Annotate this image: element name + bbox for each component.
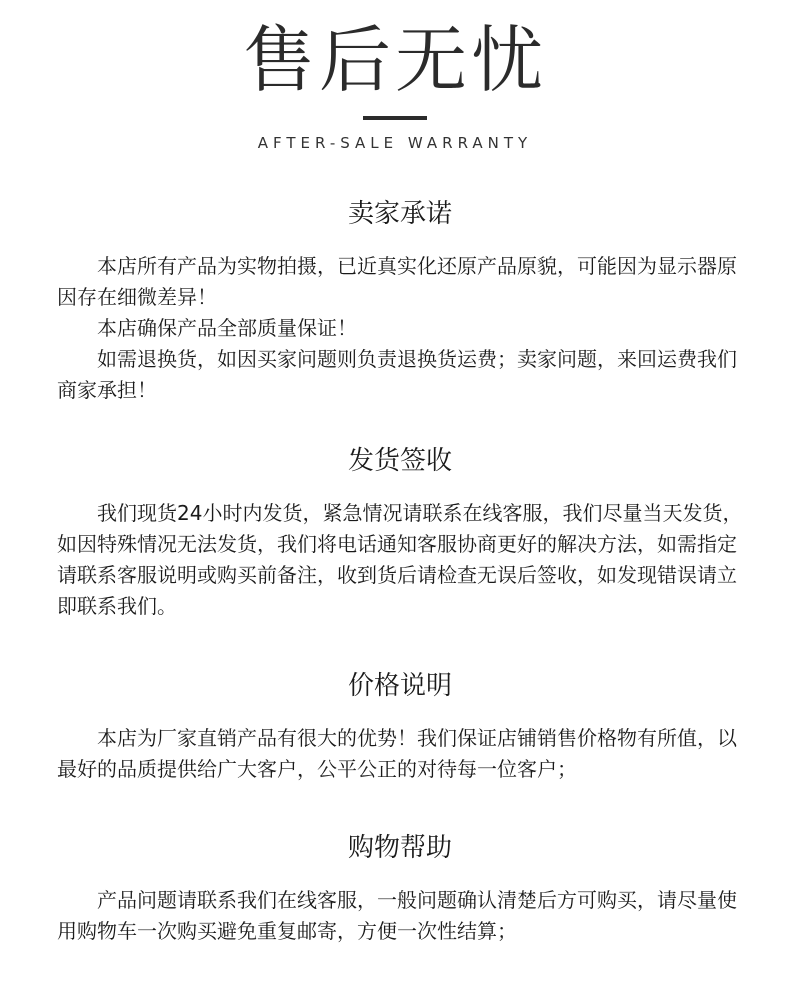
paragraph: 本店为厂家直销产品有很大的优势！我们保证店铺销售价格物有所值，以最好的品质提供给广大客户，公平公正的对待每一位客户；: [57, 726, 737, 781]
paragraph: 我们现货24小时内发货，紧急情况请联系在线客服，我们尽量当天发货，如因特殊情况无法发货，我们将电话通知客服协商更好的解决方法，如需指定请联系客服说明或购买前备注，收到货后请检查无误后签收，如发现错误请立即联系我们。: [57, 501, 743, 618]
section-body: [57, 498, 743, 622]
section-shopping-help: [57, 833, 743, 947]
section-shipping: [57, 446, 743, 622]
section-seller-promise: [57, 199, 743, 406]
page-subtitle: AFTER-SALE WARRANTY: [257, 134, 533, 152]
section-pricing: [57, 671, 743, 785]
paragraph: 本店确保产品全部质量保证！: [97, 316, 357, 340]
title-divider: [363, 116, 427, 120]
section-body: [57, 251, 743, 406]
section-title: 发货签收: [347, 446, 452, 476]
section-title: 价格说明: [347, 671, 452, 701]
paragraph: 本店所有产品为实物拍摄，已近真实化还原产品原貌，可能因为显示器原因存在细微差异！: [57, 254, 737, 309]
section-title: 购物帮助: [347, 833, 452, 863]
paragraph: 产品问题请联系我们在线客服，一般问题确认清楚后方可购买，请尽量使用购物车一次购买避免重复邮寄，方便一次性结算；: [57, 888, 737, 943]
section-body: [57, 723, 743, 785]
section-title: 卖家承诺: [347, 199, 452, 229]
page-title: 售后无忧: [242, 18, 547, 102]
paragraph: 如需退换货，如因买家问题则负责退换货运费；卖家问题，来回运费我们商家承担！: [57, 347, 737, 402]
section-body: [57, 885, 743, 947]
page-header: [0, 18, 790, 152]
